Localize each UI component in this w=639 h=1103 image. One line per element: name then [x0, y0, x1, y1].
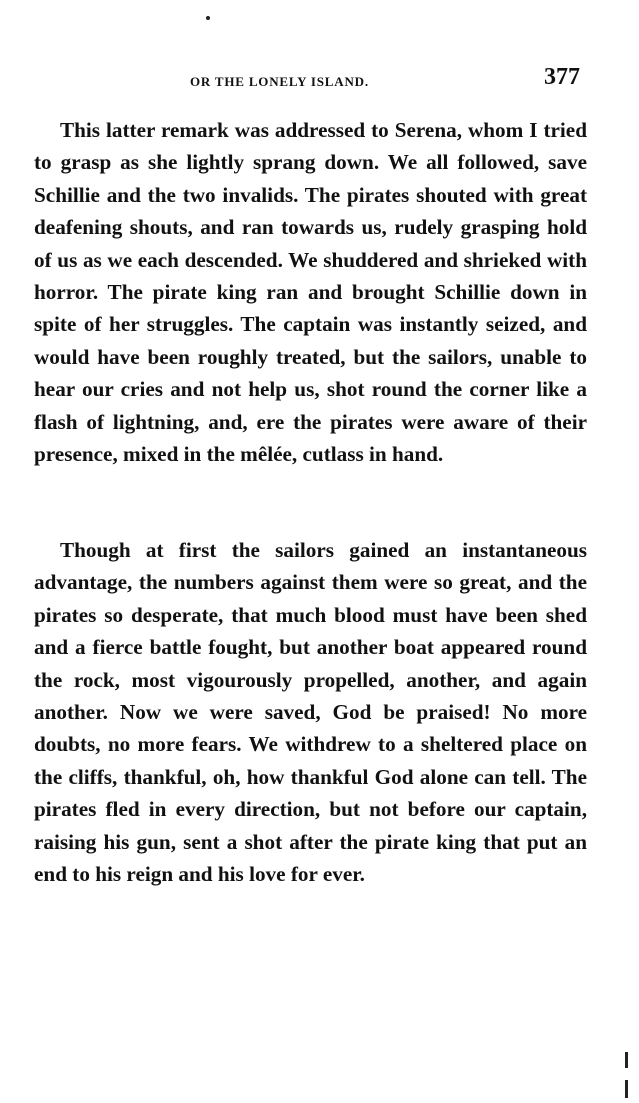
- ink-speck: [206, 16, 210, 20]
- edge-mark: [625, 1080, 628, 1098]
- running-title: OR THE LONELY ISLAND.: [190, 74, 369, 89]
- page-number: 377: [544, 64, 580, 90]
- paragraph-2: Though at first the sailors gained an instantaneous advantage, the numbers against them were so great, and the pirates so desperate, that much blood must have been shed and a fierce battle fought, but another boat appeared round the rock, most vigourously propelled, another, and again another. Now we were saved, God be praised! No more doubts, no more fears. We withdrew to a sheltered place on the cliffs, thankful, oh, how thankful God alone can tell. The pirates fled in every direction, but not before our captain, raising his gun, sent a shot after the pirate king that put an end to his reign and his love for ever.: [34, 538, 587, 887]
- paragraph-1: This latter remark was addressed to Serena, whom I tried to grasp as she lightly sprang down. We all followed, save Schillie and the two invalids. The pirates shouted with great deafening shouts, and ran towards us, rudely grasping hold of us as we each descended. We shuddered and shrieked with horror. The pirate king ran and brought Schillie down in spite of her struggles. The captain was instantly seized, and would have been roughly treated, but the sailors, unable to hear our cries and not help us, shot round the corner like a flash of lightning, and, ere the pirates were aware of their presence, mixed in the mêlée, cutlass in hand.: [34, 118, 587, 467]
- edge-mark: [625, 1052, 628, 1068]
